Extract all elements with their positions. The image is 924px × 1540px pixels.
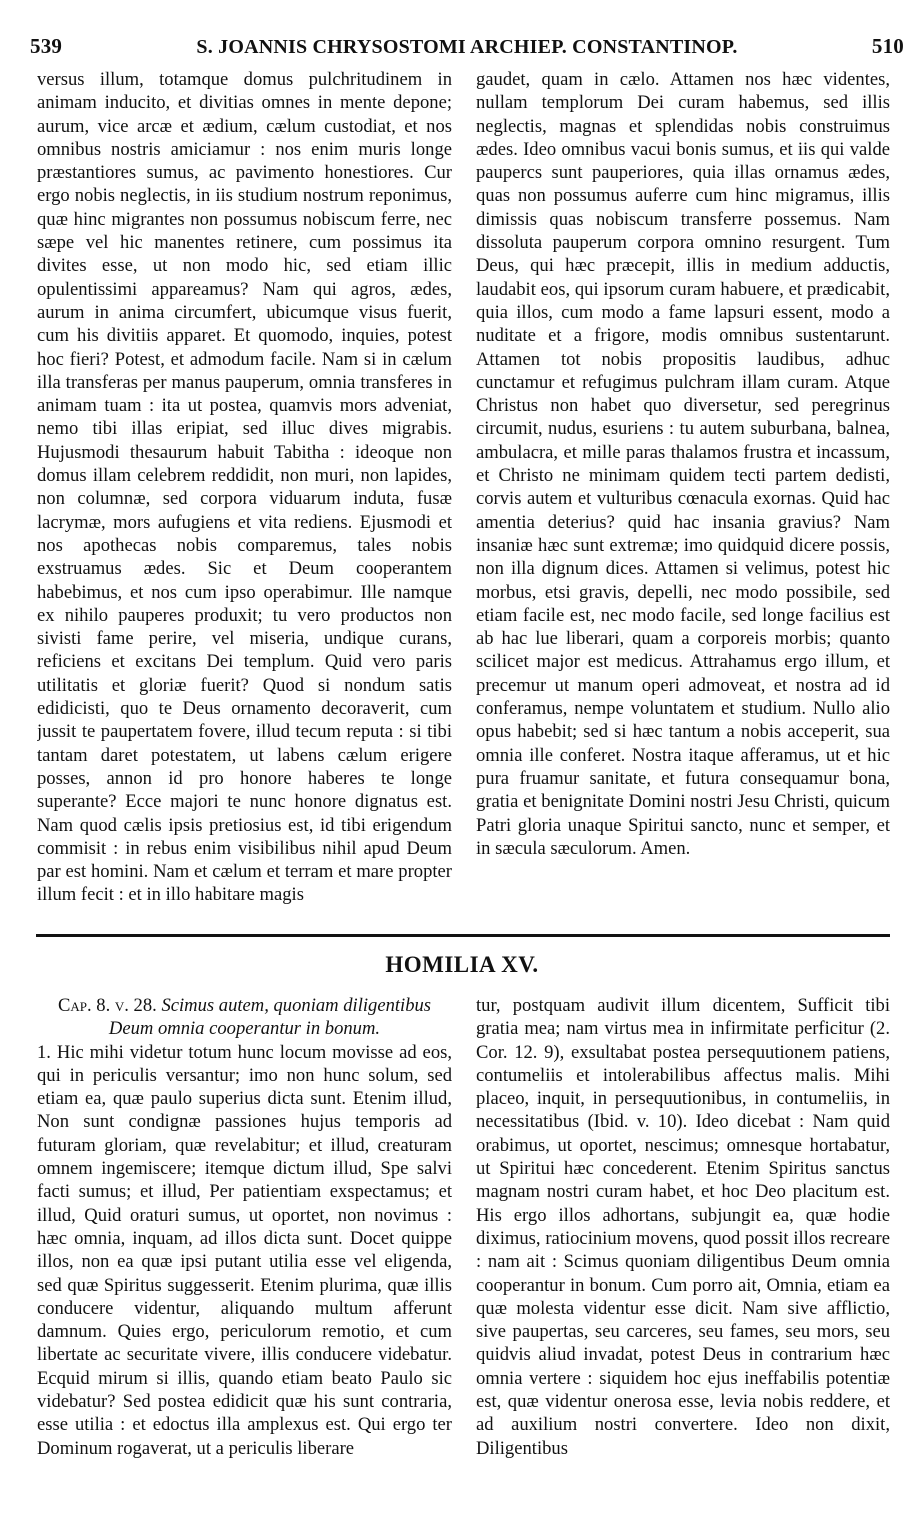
chapter-verse-text: Scimus autem, quoniam diligentibus Deum omnia cooperantur in bonum.	[108, 995, 432, 1040]
chapter-heading	[37, 994, 452, 1041]
bottom-left-column	[37, 994, 452, 1524]
bottom-right-column	[476, 994, 890, 1524]
top-left-column	[37, 68, 452, 913]
bottom-right-text: tur, postquam audivit illum dicentem, Sufficit tibi gratia mea; nam virtus mea in infirmitate perficitur (2. Cor. 12. 9), exsultabat postea persequutionem patiens, contumeliis et intolerabilibus affectus malis. Mihi placeo, inquit, in persequutionibus, in contumeliis, in necessitatibus (Ibid. v. 10). Ideo dicebat : Nam quid orabimus, ut oportet, nescimus; omnesque hortabatur, ut Spiritui hæc concederent. Etenim Spiritus sanctus magnam nostri curam habet, et hoc Deo placitum est. His ergo illos adhortans, subjungit ea, quæ hodie diximus, ratiocinium movens, quod possit illos recreare : nam ait : Scimus quoniam diligentibus Deum omnia cooperantur in bonum. Cum porro ait, Omnia, etiam ea quæ molesta videntur esse dicit. Nam sive afflictio, sive paupertas, seu carceres, seu fames, seu mors, seu quidvis aliud invadat, potest Deus in contrarium hæc omnia vertere : siquidem hoc ejus ineffabilis potentiæ est, quæ videntur onerosa esse, levia nobis reddere, et ad auxilium nostri convertere. Ideo non dixit, Diligentibus	[476, 995, 890, 1459]
top-right-column	[476, 68, 890, 928]
section-divider	[36, 934, 890, 937]
running-header	[30, 34, 904, 64]
homily-heading: HOMILIA XV.	[385, 952, 539, 977]
top-left-text: versus illum, totamque domus pulchritudinem in animam inducito, et divitias omnes in mente depone; aurum, vice arcæ et ædium, cælum custodiat, et nos omnibus nostris amiciamur : nos enim muris longe præstantiores sumus, ac pavimento honestiores. Cur ergo nobis neglectis, in iis studium nostrum reponimus, quæ hinc migrantes non possumus nobiscum ferre, nec sæpe vel hic manentes retinere, cum possimus ita divites esse, ut non modo hic, sed etiam illic opulentissimi appareamus? Nam qui agros, ædes, aurum in anima circumfert, ubicumque visus fuerit, cum his divitiis apparet. Et quomodo, inquies, potest hoc fieri? Potest, et admodum facile. Nam si in cælum illa transferas per manus pauperum, omnia transferes in animam tuam : ita ut postea, quamvis mors adveniat, nemo tibi illas eripiat, sed illuc dives migrabis. Hujusmodi thesaurum habuit Tabitha : ideoque non domus illam celebrem reddidit, non muri, non lapides, non columnæ, sed corpora viduarum induta, fusæ lacrymæ, mors aufugiens et vita rediens. Ejusmodi et nos apothecas nobis comparemus, tales nobis exstruamus ædes. Sic et Deum cooperantem habebimus, et nos cum ipso operabimur. Ille namque ex nihilo pauperes produxit; tu vero productos non sivisti fame perire, vel miseria, undique curans, reficiens et excitans Dei templum. Quid vero paris utilitatis et gloriæ fuerit? Quod si nondum satis edidicisti, quo te Deus ornamento decoraverit, cum jussit te paupertatem fovere, illud tecum reputa : si tibi tantam daret potestatem, ut labens cælum erigere posses, annon id pro honore haberes te longe superante? Ecce majori te nunc honore dignatus est. Nam quod cælis ipsis pretiosius est, id tibi erigendum commisit : in rebus enim visibilibus nihil apud Deum par est homini. Nam et cælum et terram et mare propter illum fecit : et in illo habitare magis	[37, 69, 452, 906]
chapter-label: Cap. 8. v. 28.	[57, 995, 157, 1016]
running-title: S. JOANNIS CHRYSOSTOMI ARCHIEP. CONSTANTINOP.	[196, 36, 738, 58]
top-right-text: gaudet, quam in cælo. Attamen nos hæc videntes, nullam templorum Dei curam habemus, sed illis neglectis, magnas et splendidas nobis construimus ædes. Ideo omnibus vacui bonis sumus, et iis qui valde paupercs sunt pauperiores, quia illas ornamus ædes, quas non possumus auferre cum hinc migramus, illis dimissis quas nobiscum transferre possemus. Nam dissoluta pauperum corpora omnino resurgent. Tum Deus, qui hæc præcepit, illis in medium adductis, laudabit eos, qui ipsorum curam habuere, et prædicabit, quia illos, cum modo a fame lapsuri essent, modo a nuditate et a frigore, modis omnibus sustentarunt. Attamen tot nobis propositis laudibus, adhuc cunctamur et refugimus pulchram illam curam. Atque Christus non habet quo diversetur, sed peregrinus circumit, nudus, esuriens : tu autem suburbana, balnea, ambulacra, et mille paras thalamos frustra et incassum, et Christo ne minimam quidem tecti partem dedisti, corvis autem et vulturibus cœnacula exornas. Quid hac amentia deterius? quid hac insania gravius? Nam insaniæ hæc sunt extremæ; imo quidquid dicere possis, non illa dignum dices. Attamen si velimus, potest hic morbus, etsi gravis, depelli, nec modo possibile, sed etiam facile est, nec modo facile, sed longe facilius est ab hac lue liberari, quam a corporeis morbis; quanto scilicet major est medicus. Attrahamus ergo illum, et precemur ut manum operi admoveat, et nostra ad id conferamus, nempe voluntatem et studium. Nullo alio opus habebit; sed si hæc tantum a nobis acceperit, sua omnia ille conferet. Nostra itaque afferamus, ut et hic pura fruamur sanitate, et futura consequamur bona, gratia et benignitate Domini nostri Jesu Christi, quicum Patri gloria unaque Spiritui sancto, nunc et semper, et in sæcula sæculorum. Amen.	[476, 69, 890, 859]
page-number-left: 539	[30, 34, 63, 58]
bottom-left-text: 1. Hic mihi videtur totum hunc locum movisse ad eos, qui in periculis versantur; imo non hunc solum, sed etiam ea, quæ paulo superius dicta sunt. Etenim illud, Non sunt condignæ passiones hujus temporis ad futuram gloriam, quæ revelabitur; et illud, creaturam omnem ingemiscere; itemque dictum illud, Spe salvi facti sumus; et illud, Per patientiam exspectamus; et illud, Quid oraturi sumus, ut oportet, non novimus : hæc omnia, inquam, ad illos dicta sunt. Docet quippe illos, non ea quæ ipsi putant utilia esse vel eligenda, sed quæ Spiritus suggesserit. Etenim plurima, quæ illis conducere videntur, aliquando multum afferunt damnum. Quies ergo, periculorum remotio, et cum libertate ac securitate vivere, illis conducere videbatur. Ecquid mirum si illis, quando etiam beato Paulo sic videbatur? Sed postea edidicit quæ his sunt contraria, esse utilia : et edoctus illa amplexus est. Qui ergo ter Dominum rogaverat, ut a periculis liberare	[37, 1041, 452, 1459]
page-number-right: 510	[871, 34, 904, 58]
